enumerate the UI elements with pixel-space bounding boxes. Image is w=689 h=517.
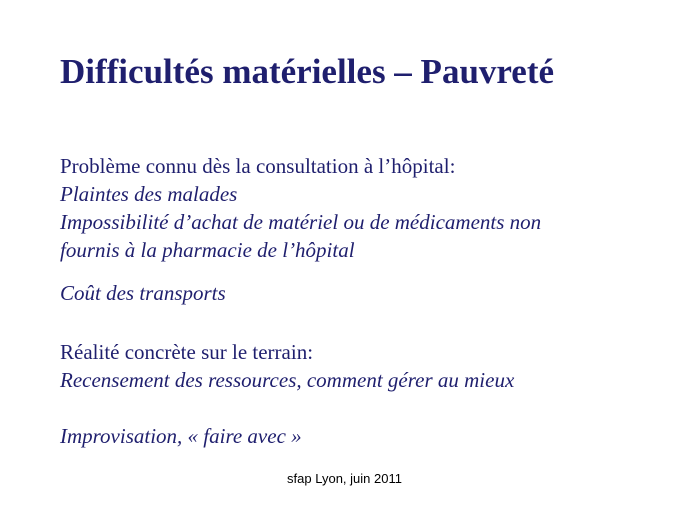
section2-heading: Réalité concrète sur le terrain: [60, 340, 314, 364]
section2-line: Recensement des ressources, comment gérer au mieux [60, 368, 515, 392]
section1-line-2: Impossibilité d’achat de matériel ou de médicaments non [60, 210, 542, 234]
section1-line-3: fournis à la pharmacie de l’hôpital [60, 238, 355, 262]
improvisation-line: Improvisation, « faire avec » [60, 424, 302, 448]
section1-line-1: Plaintes des malades [60, 182, 238, 206]
section1-heading: Problème connu dès la consultation à l’hôpital: [60, 154, 456, 178]
slide-footer: sfap Lyon, juin 2011 [287, 471, 402, 486]
slide-title: Difficultés matérielles – Pauvreté [60, 52, 555, 91]
cost-line: Coût des transports [60, 281, 226, 305]
